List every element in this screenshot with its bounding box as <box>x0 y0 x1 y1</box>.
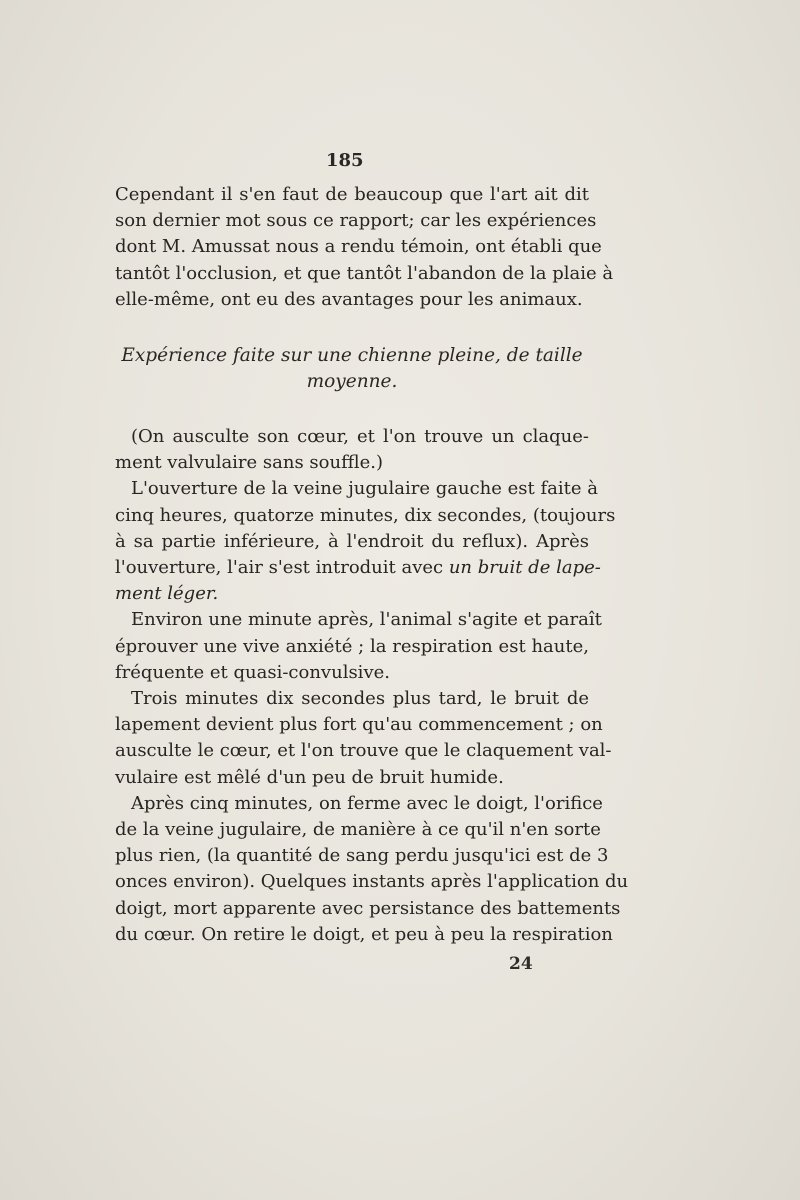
text-line: ausculte le cœur, et l'on trouve que le claquement val- <box>115 740 612 762</box>
page-number: 185 <box>326 150 364 171</box>
text-line: ment léger. <box>115 583 219 605</box>
text-line: Après cinq minutes, on ferme avec le doigt, l'orifice <box>131 792 603 814</box>
text-line: Cependant il s'en faut de beaucoup que l'art ait dit <box>115 184 589 205</box>
text-line: éprouver une vive anxiété ; la respiration est haute, <box>115 635 589 657</box>
heading-line: Expérience faite sur une chienne pleine, de taille <box>121 345 583 366</box>
italic-phrase: un bruit de lape- <box>448 557 601 579</box>
text-line: du cœur. On retire le doigt, et peu à peu la respiration <box>115 923 613 945</box>
intro-paragraph <box>115 182 614 313</box>
text-line: ment valvulaire sans souffle.) <box>115 452 384 474</box>
text-line: cinq heures, quatorze minutes, dix secondes, (toujours <box>115 504 616 526</box>
text-line: de la veine jugulaire, de manière à ce qu'il n'en sorte <box>115 819 601 841</box>
text-line: vulaire est mêlé d'un peu de bruit humide. <box>115 766 504 788</box>
text-line: son dernier mot sous ce rapport; car les expériences <box>115 210 597 232</box>
text-segment: l'ouverture, l'air s'est introduit avec <box>115 557 449 579</box>
text-line: elle-même, ont eu des avantages pour les animaux. <box>115 288 583 310</box>
text-line: tantôt l'occlusion, et que tantôt l'abandon de la plaie à <box>115 262 614 284</box>
section-heading <box>115 343 589 395</box>
text-line: Trois minutes dix secondes plus tard, le bruit de <box>131 688 589 710</box>
text-line <box>115 555 601 581</box>
text-line: Environ une minute après, l'animal s'agite et paraît <box>131 609 602 631</box>
text-line: doigt, mort apparente avec persistance des battements <box>115 897 621 919</box>
text-line: fréquente et quasi-convulsive. <box>115 661 390 683</box>
experiment-text <box>115 424 629 948</box>
text-line: (On ausculte son cœur, et l'on trouve un claque- <box>131 426 589 447</box>
heading-line: moyenne. <box>306 371 398 392</box>
signature-mark: 24 <box>509 954 533 974</box>
text-line: lapement devient plus fort qu'au commencement ; on <box>115 714 603 736</box>
text-line: onces environ). Quelques instants après l'application du <box>115 871 629 893</box>
text-line: L'ouverture de la veine jugulaire gauche est faite à <box>131 478 598 500</box>
text-line: plus rien, (la quantité de sang perdu jusqu'ici est de 3 <box>115 845 609 867</box>
text-line: dont M. Amussat nous a rendu témoin, ont établi que <box>115 236 602 258</box>
text-line: à sa partie inférieure, à l'endroit du reflux). Après <box>115 530 589 552</box>
